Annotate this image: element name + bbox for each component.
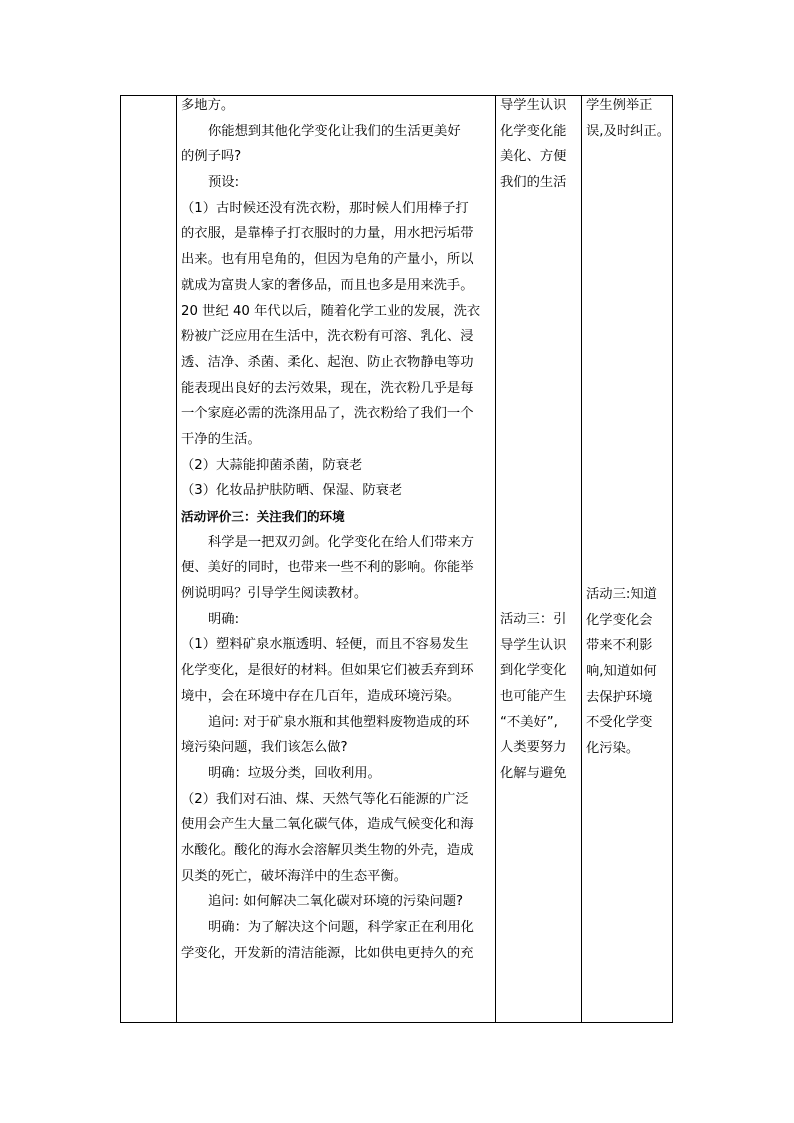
text-line: 便、美好的同时，也带来一些不利的影响。你能举 <box>181 560 474 576</box>
text-line: 化学变化会 <box>586 612 653 628</box>
text-line: 响,知道如何 <box>586 664 657 680</box>
text-line: 干净的生活。 <box>181 431 261 447</box>
text-line: （3）化妆品护肤防晒、保湿、防衰老 <box>181 483 403 499</box>
text-line: 境污染问题，我们该怎么做? <box>181 740 348 756</box>
text-line: 化学变化，是很好的材料。但如果它们被丢弃到环 <box>181 663 474 679</box>
text-line: “不美好”, <box>500 714 558 730</box>
text-line: 明确：为了解决这个问题，科学家正在利用化 <box>208 920 474 935</box>
text-line: 就成为富贵人家的奢侈品，而且也多是用来洗手。 <box>181 277 474 293</box>
text-line: （2）大蒜能抑菌杀菌，防衰老 <box>181 457 363 473</box>
text-line: 学生例举正 <box>586 98 653 113</box>
text-line: 的衣服，是靠棒子打衣服时的力量，用水把污垢带 <box>181 226 474 242</box>
text-line: 水酸化。酸化的海水会溶解贝类生物的外壳，造成 <box>181 842 474 858</box>
text-line: 误,及时纠正。 <box>586 123 670 139</box>
text-line: 的例子吗? <box>181 149 242 165</box>
text-line: 导学生认识 <box>500 637 567 653</box>
text-line: （1）古时候还没有洗衣粉，那时候人们用棒子打 <box>181 200 469 216</box>
text-line: 明确：垃圾分类，回收利用。 <box>208 765 381 781</box>
design-intent-top <box>500 93 578 196</box>
design-intent-activity-three <box>500 607 578 787</box>
text-line: 境中，会在环境中存在几百年，造成环境污染。 <box>181 688 461 704</box>
text-line: 不受化学变 <box>586 715 653 731</box>
text-line: 20 世纪 40 年代以后，随着化学工业的发展，洗衣 <box>181 303 481 319</box>
text-line: 去保护环境 <box>586 689 653 705</box>
text-line: 能表现出良好的去污效果，现在，洗衣粉几乎是每 <box>181 380 474 396</box>
evaluation-activity-three <box>586 582 670 762</box>
teaching-content-column <box>181 93 491 966</box>
text-line: 到化学变化 <box>500 663 567 679</box>
text-line: （1）塑料矿泉水瓶透明、轻便，而且不容易发生 <box>181 637 469 653</box>
text-line: 透、洁净、杀菌、柔化、起泡、防止衣物静电等功 <box>181 354 474 370</box>
text-line: 我们的生活 <box>500 175 567 191</box>
text-line: 美化、方便 <box>500 149 567 165</box>
text-line: 例说明吗？引导学生阅读教材。 <box>181 586 368 602</box>
text-line: 出来。也有用皂角的，但因为皂角的产量小，所以 <box>181 252 474 268</box>
text-line: 也可能产生 <box>500 689 567 705</box>
text-line: 追问: 对于矿泉水瓶和其他塑料废物造成的环 <box>208 714 470 730</box>
text-line: 化污染。 <box>586 741 640 757</box>
text-line: 学变化，开发新的清洁能源，比如供电更持久的充 <box>181 945 474 961</box>
text-line: 活动评价三：关注我们的环境 <box>181 509 345 524</box>
text-line: 明确: <box>208 611 240 627</box>
text-line: 一个家庭必需的洗涤用品了，洗衣粉给了我们一个 <box>181 406 474 422</box>
text-line: 贝类的死亡，破坏海洋中的生态平衡。 <box>181 868 408 884</box>
column-divider-1 <box>176 95 177 1023</box>
text-line: 带来不利影 <box>586 638 653 654</box>
text-line: 导学生认识 <box>500 98 567 113</box>
text-line: 追问: 如何解决二氧化碳对环境的污染问题? <box>208 894 464 910</box>
text-line: 科学是一把双刃剑。化学变化在给人们带来方 <box>208 534 474 550</box>
text-line: 化解与避免 <box>500 766 567 782</box>
text-line: 活动三：引 <box>500 612 567 627</box>
text-line: 化学变化能 <box>500 123 567 139</box>
text-line: 使用会产生大量二氧化碳气体，造成气候变化和海 <box>181 817 474 833</box>
text-line: 预设: <box>208 175 240 191</box>
text-line: （2）我们对石油、煤、天然气等化石能源的广泛 <box>181 791 469 807</box>
text-line: 多地方。 <box>181 98 235 113</box>
text-line: 人类要努力 <box>500 740 567 756</box>
text-line: 你能想到其他化学变化让我们的生活更美好 <box>208 123 461 139</box>
text-line: 活动三:知道 <box>586 587 657 602</box>
column-divider-3 <box>581 95 582 1023</box>
column-divider-2 <box>495 95 496 1023</box>
evaluation-top <box>586 93 670 144</box>
text-line: 粉被广泛应用在生活中，洗衣粉有可溶、乳化、浸 <box>181 329 474 345</box>
